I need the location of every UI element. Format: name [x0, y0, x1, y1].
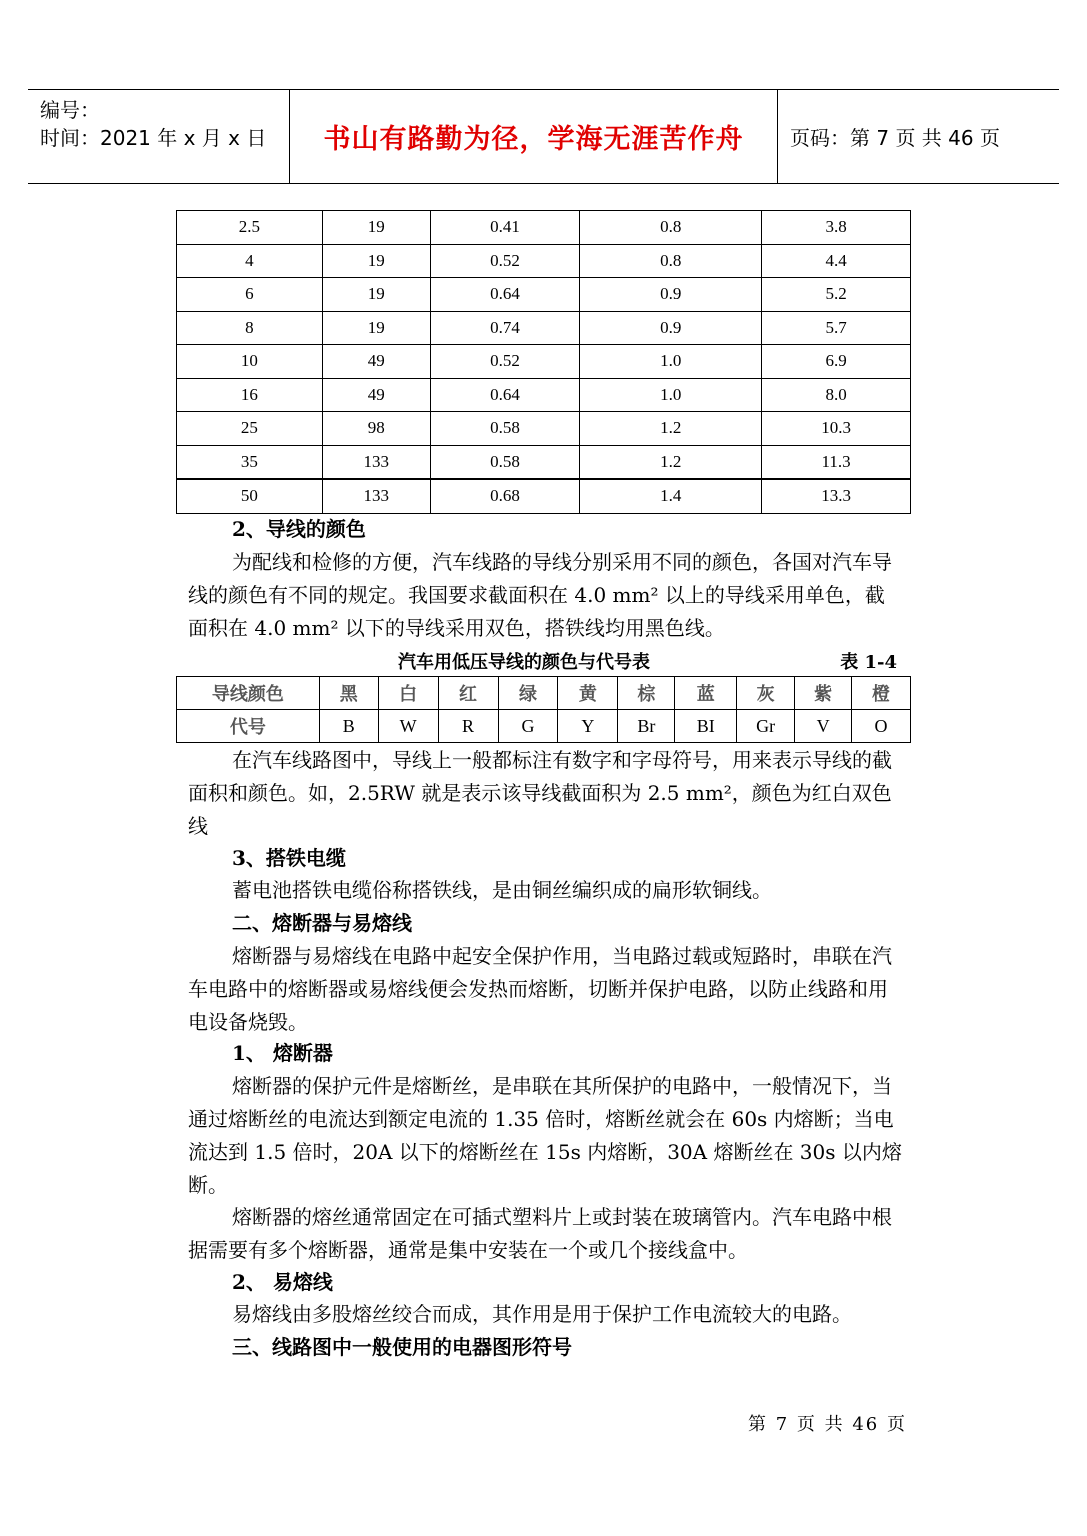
table-cell: 0.8 [580, 211, 762, 245]
section-heading: 2、导线的颜色 [232, 517, 366, 541]
paragraph: 熔断器的保护元件是熔断丝，是串联在其所保护的电路中，一般情况下，当通过熔断丝的电流达到额定电流的 1.35 倍时，熔断丝就会在 60s 内熔断；当电流达到 1.5 倍时，20A 以下的熔断丝在 15s 内熔断，30A 熔断丝在 30s 以内熔断。 [188, 1074, 902, 1197]
motto: 书山有路勤为径，学海无涯苦作舟 [323, 124, 744, 155]
table-cell: 49 [322, 378, 430, 412]
table-cell: 19 [322, 311, 430, 345]
table-cell: 50 [177, 479, 323, 513]
code-cell: R [438, 710, 498, 743]
table-cell: 4.4 [762, 244, 911, 278]
table-cell: 1.2 [580, 412, 762, 446]
paragraph: 熔断器的熔丝通常固定在可插式塑料片上或封装在玻璃管内。汽车电路中根据需要有多个熔断器，通常是集中安装在一个或几个接线盒中。 [188, 1205, 892, 1262]
color-cell: 蓝 [675, 677, 737, 710]
header-motto-cell [290, 90, 778, 183]
table-cell: 13.3 [762, 479, 911, 513]
table-cell: 1.4 [580, 479, 762, 513]
color-cell: 黑 [319, 677, 378, 710]
code-cell: V [795, 710, 852, 743]
table-cell: 6.9 [762, 345, 911, 379]
color-cell: 橙 [852, 677, 911, 710]
table-caption-title: 汽车用低压导线的颜色与代号表 [398, 652, 650, 673]
table-caption-number: 表 1-4 [840, 652, 897, 673]
table-cell: 0.58 [430, 445, 580, 479]
table-cell: 0.9 [580, 311, 762, 345]
color-cell: 红 [438, 677, 498, 710]
section-heading: 三、线路图中一般使用的电器图形符号 [232, 1335, 572, 1359]
section-heading: 二、熔断器与易熔线 [232, 911, 412, 935]
table-cell: 16 [177, 378, 323, 412]
table-cell: 98 [322, 412, 430, 446]
color-cell: 白 [378, 677, 438, 710]
code-cell: O [852, 710, 911, 743]
paragraph: 易熔线由多股熔丝绞合而成，其作用是用于保护工作电流较大的电路。 [232, 1302, 852, 1326]
time-label: 时间：2021 年 x 月 x 日 [40, 126, 267, 150]
table-cell: 0.68 [430, 479, 580, 513]
code-cell: G [498, 710, 558, 743]
table-cell: 0.9 [580, 278, 762, 312]
table-cell: 10 [177, 345, 323, 379]
table-cell: 35 [177, 445, 323, 479]
paragraph: 在汽车线路图中，导线上一般都标注有数字和字母符号，用来表示导线的截面积和颜色。如，2.5RW 就是表示该导线截面积为 2.5 mm²，颜色为红白双色线 [188, 748, 892, 838]
table-cell: 11.3 [762, 445, 911, 479]
table-cell: 0.52 [430, 244, 580, 278]
table-cell: 1.2 [580, 445, 762, 479]
section-heading: 3、搭铁电缆 [232, 846, 346, 870]
table-row [177, 479, 911, 513]
color-cell: 灰 [737, 677, 795, 710]
table-cell: 1.0 [580, 345, 762, 379]
table-cell: 133 [322, 479, 430, 513]
table-cell: 0.41 [430, 211, 580, 245]
table-row [177, 345, 911, 379]
code-cell: BI [675, 710, 737, 743]
color-cell: 棕 [618, 677, 675, 710]
header-page-cell [778, 90, 1059, 183]
table-cell: 19 [322, 211, 430, 245]
table-cell: 0.74 [430, 311, 580, 345]
paragraph: 为配线和检修的方便，汽车线路的导线分别采用不同的颜色，各国对汽车导线的颜色有不同的规定。我国要求截面积在 4.0 mm² 以上的导线采用单色，截面积在 4.0 mm² 以下的导线采用双色，搭铁线均用黑色线。 [188, 550, 892, 640]
table-cell: 5.7 [762, 311, 911, 345]
table-cell: 133 [322, 445, 430, 479]
table-cell: 3.8 [762, 211, 911, 245]
table-cell: 0.64 [430, 378, 580, 412]
table-cell: 49 [322, 345, 430, 379]
table-cell: 2.5 [177, 211, 323, 245]
code-cell: Br [618, 710, 675, 743]
table-row [177, 412, 911, 446]
wire-spec-table [176, 210, 911, 514]
table-caption [176, 646, 911, 674]
table-cell: 19 [322, 278, 430, 312]
table-cell: 25 [177, 412, 323, 446]
color-cell: 绿 [498, 677, 558, 710]
code-cell: Gr [737, 710, 795, 743]
table-cell: 1.0 [580, 378, 762, 412]
table-cell: 0.8 [580, 244, 762, 278]
table-row [177, 211, 911, 245]
code-cell: Y [558, 710, 618, 743]
table-cell: 10.3 [762, 412, 911, 446]
code-cell: B [319, 710, 378, 743]
page-info: 页码：第 7 页 共 46 页 [790, 126, 1000, 150]
number-label: 编号： [40, 98, 100, 122]
section-heading: 1、 熔断器 [232, 1041, 333, 1065]
table-cell: 6 [177, 278, 323, 312]
paragraph: 蓄电池搭铁电缆俗称搭铁线，是由铜丝编织成的扁形软铜线。 [232, 878, 772, 902]
row-label: 代号 [177, 710, 320, 743]
table-cell: 4 [177, 244, 323, 278]
row-label: 导线颜色 [177, 677, 320, 710]
table-cell: 19 [322, 244, 430, 278]
table-cell: 8.0 [762, 378, 911, 412]
table-cell: 0.64 [430, 278, 580, 312]
table-row [177, 445, 911, 479]
table-row [177, 278, 911, 312]
table-cell: 8 [177, 311, 323, 345]
table-row [177, 244, 911, 278]
table-cell: 0.52 [430, 345, 580, 379]
color-code-table [176, 676, 911, 743]
table-row [177, 311, 911, 345]
code-cell: W [378, 710, 438, 743]
header-meta [28, 90, 290, 183]
table-row [177, 378, 911, 412]
table-cell: 5.2 [762, 278, 911, 312]
page-footer: 第 7 页 共 46 页 [748, 1414, 907, 1435]
section-heading: 2、 易熔线 [232, 1270, 333, 1294]
page-header [28, 89, 1059, 184]
paragraph: 熔断器与易熔线在电路中起安全保护作用，当电路过载或短路时，串联在汽车电路中的熔断器或易熔线便会发热而熔断，切断并保护电路，以防止线路和用电设备烧毁。 [188, 944, 892, 1034]
color-cell: 紫 [795, 677, 852, 710]
color-cell: 黄 [558, 677, 618, 710]
table-cell: 0.58 [430, 412, 580, 446]
